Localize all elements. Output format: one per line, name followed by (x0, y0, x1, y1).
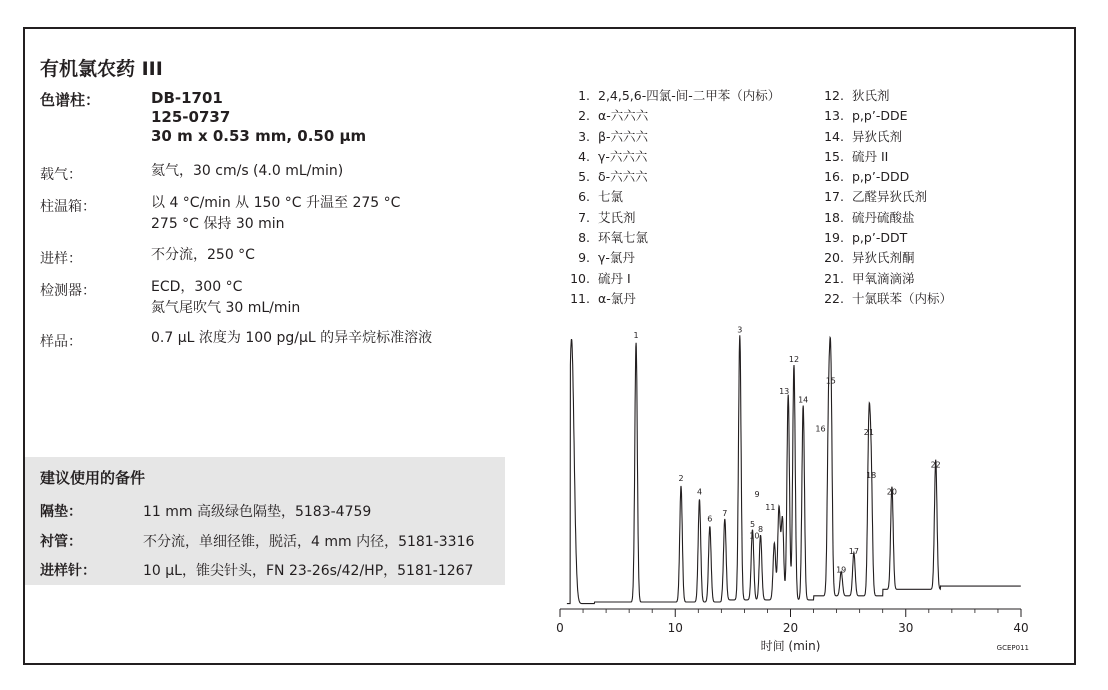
legend-item-name: 异狄氏剂酮 (852, 250, 915, 266)
legend-item-number: 1. (578, 88, 590, 103)
legend-item-name: 艾氏剂 (598, 209, 636, 225)
injection-label: 进样： (40, 251, 82, 267)
legend-item-number: 6. (578, 189, 590, 205)
injection-value: 不分流，250 °C (151, 247, 255, 263)
legend-item-number: 17. (824, 189, 844, 205)
legend-item-name: β-六六六 (598, 128, 648, 144)
peak-label: 16 (815, 424, 826, 434)
legend-item-name: 硫丹 I (598, 270, 631, 286)
peak-label: 9 (754, 490, 760, 500)
detector-line-1: ECD，300 °C (151, 279, 243, 295)
peak-label: 1 (633, 330, 639, 340)
septum-label: 隔垫： (40, 504, 82, 520)
peak-label: 4 (696, 487, 703, 497)
legend-item-number: 4. (578, 148, 590, 164)
legend-item-name: α-六六六 (598, 108, 649, 124)
peak-label: 15 (825, 376, 836, 386)
legend-item-name: 2,4,5,6-四氯-间-二甲苯（内标） (598, 88, 781, 103)
legend-item-number: 3. (578, 128, 590, 144)
x-tick-label: 30 (898, 621, 914, 635)
legend-item-number: 22. (824, 290, 844, 306)
peak-label: 8 (757, 525, 764, 535)
legend-item-number: 11. (570, 290, 590, 306)
legend-item-name: γ-六六六 (598, 148, 648, 164)
legend-item-name: 狄氏剂 (852, 88, 890, 103)
legend-item-number: 12. (824, 88, 844, 103)
x-axis-label: 时间 (min) (760, 639, 821, 653)
detector-line-2: 氮气尾吹气 30 mL/min (151, 300, 301, 316)
legend-item-number: 18. (824, 209, 844, 225)
legend-item-name: 硫丹 II (852, 148, 889, 164)
legend-item-number: 13. (824, 108, 844, 124)
legend-item-number: 10. (570, 270, 590, 286)
legend-item-number: 8. (578, 230, 590, 246)
legend-item-number: 20. (824, 250, 844, 266)
syringe-label: 进样针： (40, 563, 96, 579)
column-dimensions: 30 m x 0.53 mm, 0.50 µm (151, 127, 367, 145)
syringe-value: 10 µL，锥尖针头，FN 23-26s/42/HP，5181-1267 (143, 563, 474, 579)
legend-item-number: 15. (824, 148, 844, 164)
x-tick-label: 20 (782, 621, 799, 635)
peak-label: 21 (863, 428, 874, 437)
liner-label: 衬管： (40, 534, 82, 550)
sample-label: 样品： (40, 334, 82, 350)
peak-label: 20 (886, 487, 897, 497)
legend-item-name: 乙醛异狄氏剂 (852, 189, 928, 205)
carrier-gas-value: 氦气，30 cm/s (4.0 mL/min) (151, 163, 344, 179)
accessories-title: 建议使用的备件 (40, 469, 146, 487)
legend-item-name: p,p’-DDT (852, 230, 908, 246)
peak-label: 22 (930, 460, 941, 470)
legend-item-name: 甲氧滴滴涕 (852, 270, 915, 286)
column-label: 色谱柱： (40, 91, 101, 109)
legend-item-name: δ-六六六 (598, 169, 648, 185)
peak-label: 7 (722, 509, 728, 518)
legend-item-number: 7. (578, 209, 590, 225)
legend-item-name: 十氯联苯（内标） (852, 290, 953, 306)
legend-item-name: γ-氯丹 (598, 250, 635, 266)
legend-item-name: 七氯 (598, 189, 624, 205)
detector-label: 检测器： (40, 283, 96, 299)
legend-item-number: 16. (824, 169, 844, 185)
x-tick-label: 10 (667, 621, 683, 635)
legend-item-name: 异狄氏剂 (852, 128, 903, 144)
oven-line-2: 275 °C 保持 30 min (151, 216, 285, 232)
legend-item-number: 9. (578, 250, 590, 266)
oven-line-1: 以 4 °C/min 从 150 °C 升温至 275 °C (151, 195, 401, 211)
page-title: 有机氯农药 III (40, 58, 163, 80)
peak-label: 14 (798, 395, 809, 405)
septum-value: 11 mm 高级绿色隔垫，5183-4759 (143, 504, 372, 520)
x-tick-label: 0 (556, 621, 564, 635)
peak-label: 2 (678, 473, 684, 483)
legend-item-number: 2. (578, 108, 590, 124)
carrier-gas-label: 载气： (40, 167, 82, 183)
legend-item-name: 硫丹硫酸盐 (852, 209, 915, 225)
legend-item-name: p,p’-DDE (852, 108, 908, 124)
oven-label: 柱温箱： (40, 199, 96, 215)
peak-label: 17 (848, 546, 859, 556)
peak-label: 11 (765, 503, 776, 512)
figure-code: GCEP011 (996, 644, 1029, 652)
legend-item-number: 19. (824, 230, 844, 246)
legend-item-name: p,p’-DDD (852, 169, 910, 185)
legend-item-name: α-氯丹 (598, 290, 636, 306)
x-tick-label: 40 (1013, 621, 1029, 635)
column-model: DB-1701 (151, 89, 223, 107)
legend-item-number: 5. (578, 169, 590, 185)
legend-item-name: 环氧七氯 (598, 230, 649, 246)
peak-label: 12 (788, 355, 800, 365)
peak-label: 10 (749, 531, 760, 541)
sample-value: 0.7 µL 浓度为 100 pg/µL 的异辛烷标准溶液 (151, 330, 433, 346)
peak-label: 6 (707, 514, 713, 524)
legend-item-number: 14. (824, 128, 844, 144)
column-part-number: 125-0737 (151, 108, 231, 126)
chromatogram-trace (567, 335, 1021, 603)
peak-label: 5 (749, 519, 756, 529)
peak-label: 18 (866, 471, 877, 481)
peak-label: 19 (836, 565, 847, 575)
peak-label: 13 (779, 386, 790, 396)
legend-item-number: 21. (824, 270, 844, 286)
peak-label: 3 (737, 325, 743, 335)
liner-value: 不分流，单细径锥，脱活，4 mm 内径，5181-3316 (143, 534, 475, 550)
